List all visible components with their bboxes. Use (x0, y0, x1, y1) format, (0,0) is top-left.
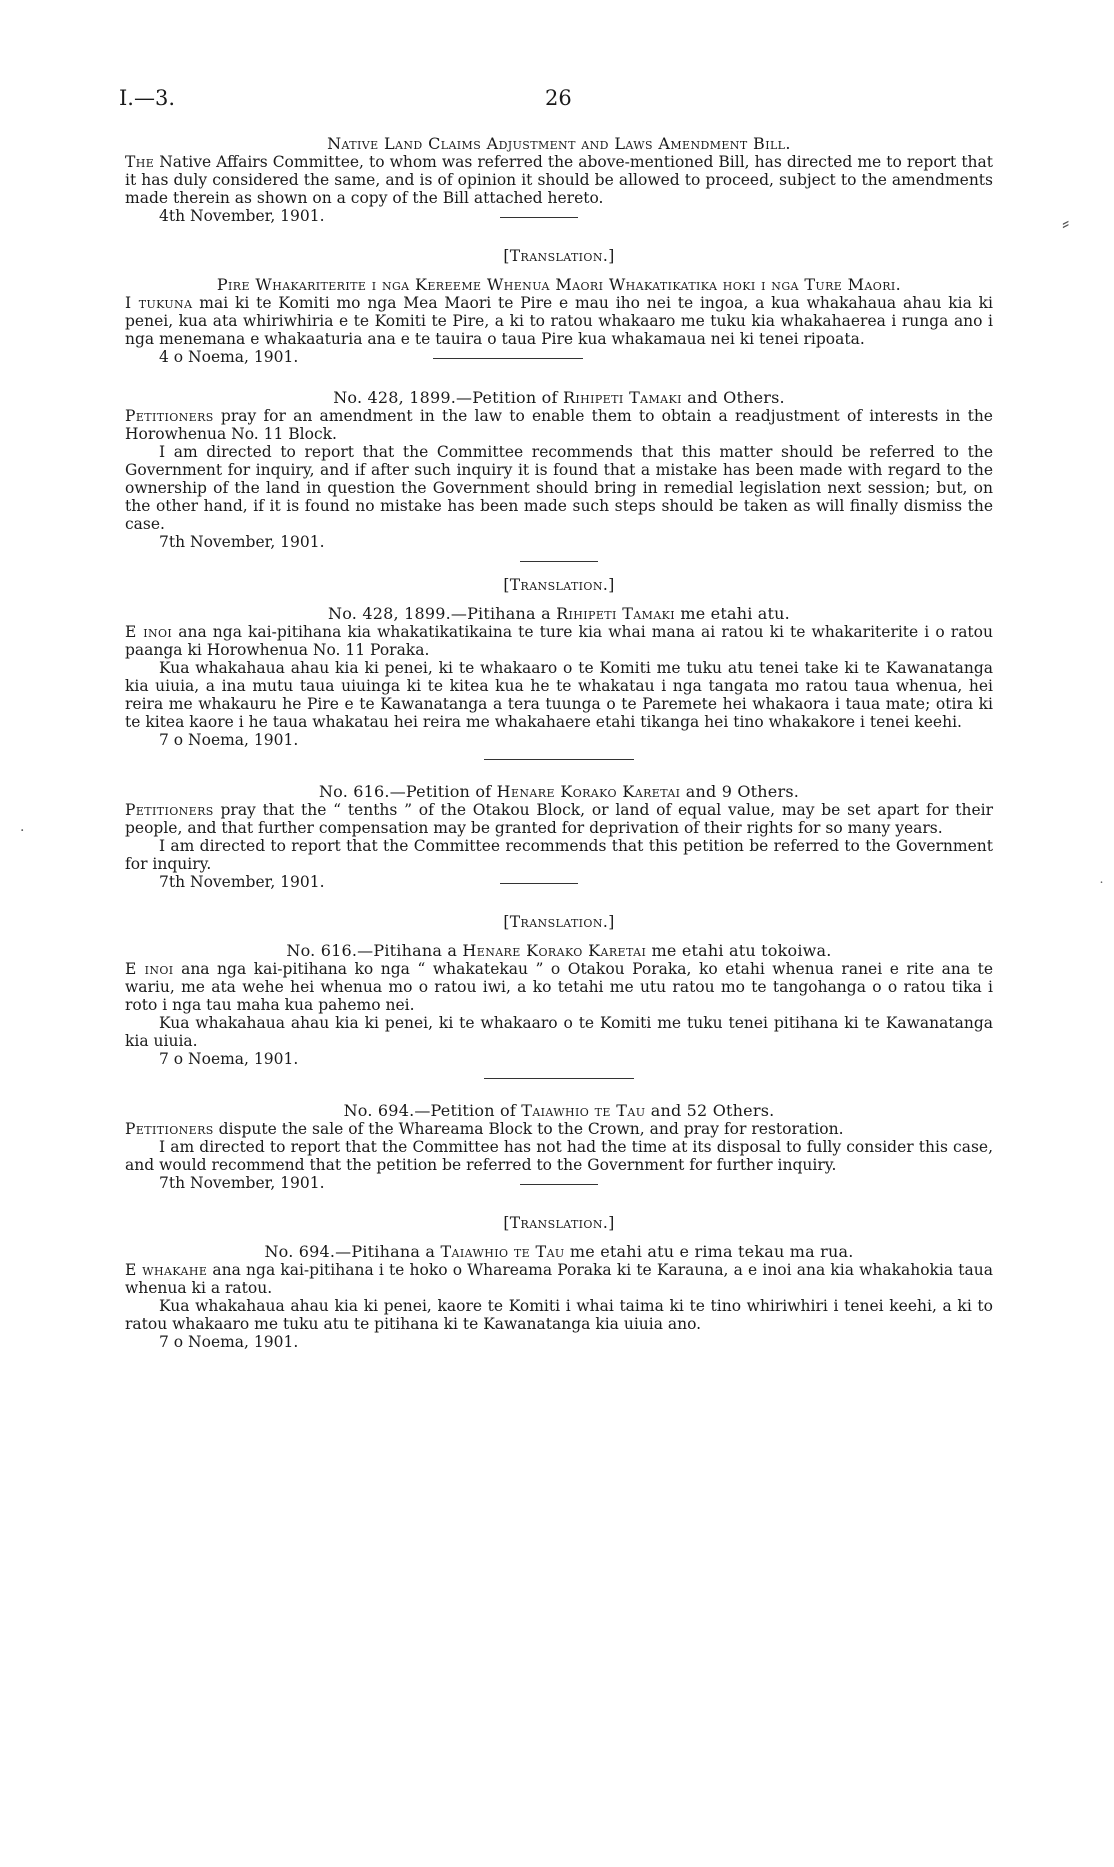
paper-reference: I.—3. (119, 86, 176, 110)
margin-mark-icon: ˙ (1098, 880, 1105, 896)
petition-title (125, 1242, 993, 1261)
date-text: 7 o Noema, 1901. (159, 731, 299, 749)
date-text: 7th November, 1901. (159, 533, 325, 551)
petition-prayer (125, 623, 993, 659)
title-suffix: me etahi atu. (680, 604, 790, 623)
title-prefix: No. 694.—Pitihana a (264, 1242, 436, 1261)
section-title: Pire Whakariterite i nga Kereeme Whenua Maori Whakatikatika hoki i nga Ture Maori. (216, 275, 902, 294)
petitioner-name: Taiawhio te Tau (521, 1101, 646, 1120)
lead-word: The (125, 153, 155, 171)
translation-label: [Translation.] (503, 247, 615, 265)
paragraph-text: pray for an amendment in the law to enable them to obtain a readjustment of interests in the Horowhenua No. 11 Block. (125, 407, 993, 443)
paragraph-text: pray that the “ tenths ” of the Otakou Block, or land of equal value, may be set apart for their people, and that further compensation may be granted for deprivation of their rights for so many years. (125, 801, 993, 837)
petition-title (125, 388, 993, 407)
date-text: 7th November, 1901. (159, 1174, 325, 1192)
section-paragraph (125, 153, 993, 207)
margin-mark-icon: ⸗ (1062, 211, 1070, 236)
lead-word: Petitioners (125, 407, 214, 425)
committee-report: I am directed to report that the Committee has not had the time at its disposal to fully consider this case, and would recommend that the petition be referred to the Government for further inquiry. (125, 1138, 993, 1174)
date-line (125, 348, 993, 366)
committee-report: Kua whakahaua ahau kia ki penei, ki te whakaaro o te Komiti me tuku atu tenei take ki te Kawanatanga kia uiuia, a ina mutu taua uiuinga ki te kitea kua he te whakatau i nga tangata mo ratou taua whenua, hei reira me whakauru he Pire e te Kawanatanga a tera tuunga o te Paremete hei whakaora i taua mate; otira ki te kitea kaore i he taua whakatau hei reira me whakahaere etahi tikanga hei tino whakakore i tenei keehi. (125, 659, 993, 731)
petitioner-name: Henare Korako Karetai (496, 782, 681, 801)
petitioner-name: Taiawhio te Tau (440, 1242, 565, 1261)
petition-prayer (125, 1261, 993, 1297)
petition-title (125, 604, 993, 623)
title-prefix: No. 428, 1899.—Petition of (333, 388, 558, 407)
title-prefix: No. 616.—Pitihana a (286, 941, 458, 960)
date-text: 7 o Noema, 1901. (159, 1333, 299, 1351)
lead-word: I tukuna (125, 294, 193, 312)
date-text: 7th November, 1901. (159, 873, 325, 891)
divider (433, 358, 583, 359)
title-suffix: and Others. (687, 388, 785, 407)
translation-label: [Translation.] (503, 576, 615, 594)
committee-report: I am directed to report that the Committee recommends that this petition be referred to the Government for inquiry. (125, 837, 993, 873)
title-prefix: No. 616.—Petition of (318, 782, 492, 801)
lead-word: Petitioners (125, 801, 214, 819)
lead-word: E inoi (125, 623, 173, 641)
title-prefix: No. 428, 1899.—Pitihana a (328, 604, 551, 623)
committee-report: I am directed to report that the Committee recommends that this matter should be referred to the Government for inquiry, and if after such inquiry it is found that a mistake has been made with regard to the ownership of the land in question the Government should bring in remedial legislation next session; but, on the other hand, if it is found no mistake has been made such steps should be taken as will finally dismiss the case. (125, 443, 993, 533)
section-paragraph (125, 294, 993, 348)
title-prefix: No. 694.—Petition of (343, 1101, 516, 1120)
date-line (125, 207, 993, 225)
margin-mark-icon: · (20, 823, 25, 839)
page-number: 26 (545, 86, 572, 110)
petition-prayer (125, 801, 993, 837)
title-suffix: me etahi atu tokoiwa. (651, 941, 832, 960)
translation-label: [Translation.] (503, 913, 615, 931)
petitioner-name: Rihipeti Tamaki (562, 388, 682, 407)
divider (500, 217, 578, 218)
committee-report: Kua whakahaua ahau kia ki penei, ki te whakaaro o te Komiti me tuku tenei pitihana ki te Kawanatanga kia uiuia. (125, 1014, 993, 1050)
petition-prayer (125, 960, 993, 1014)
lead-word: E whakahe (125, 1261, 208, 1279)
petition-title (125, 941, 993, 960)
date-line (125, 873, 993, 891)
paragraph-text: Native Affairs Committee, to whom was referred the above-mentioned Bill, has directed me to report that it has duly considered the same, and is of opinion it should be allowed to proceed, subject to the amendments made therein as shown on a copy of the Bill attached hereto. (125, 153, 994, 207)
document-body (125, 134, 993, 1351)
date-text: 7 o Noema, 1901. (159, 1050, 299, 1068)
title-suffix: me etahi atu e rima tekau ma rua. (569, 1242, 854, 1261)
petition-prayer (125, 1120, 993, 1138)
petitioner-name: Henare Korako Karetai (462, 941, 647, 960)
date-text: 4 o Noema, 1901. (159, 348, 299, 366)
petitioner-name: Rihipeti Tamaki (556, 604, 676, 623)
committee-report: Kua whakahaua ahau kia ki penei, kaore te Komiti i whai taima ki te tino whiriwhiri i tenei keehi, a ki to ratou whakaaro me tuku atu te pitihana ki te Kawanatanga kia uiuia ano. (125, 1297, 993, 1333)
title-suffix: and 52 Others. (650, 1101, 775, 1120)
paragraph-text: mai ki te Komiti mo nga Mea Maori te Pire e mau iho nei te ingoa, a kua whakahaua ahau kia ki penei, kua ata whiriwhiria e te Komiti te Pire, a ki to ratou whakaaro me tuku kia whakahaerea i runga ano i nga menemana e whakaaturia ana e te tauira o taua Pire kua whakamaua nei ki tenei ripoata. (125, 294, 994, 348)
petition-title (125, 1101, 993, 1120)
translation-label: [Translation.] (503, 1214, 615, 1232)
date-line (125, 1174, 993, 1192)
paragraph-text: ana nga kai-pitihana kia whakatikatikaina te ture kia whai mana ai ratou ki te whakariterite i o ratou paanga ki Horowhenua No. 11 Poraka. (125, 623, 993, 659)
divider (500, 883, 578, 884)
date-text: 4th November, 1901. (159, 207, 325, 225)
paragraph-text: dispute the sale of the Whareama Block to the Crown, and pray for restoration. (218, 1120, 844, 1138)
petition-title (125, 782, 993, 801)
petition-prayer (125, 407, 993, 443)
section-title: Native Land Claims Adjustment and Laws Amendment Bill. (327, 134, 791, 153)
paragraph-text: ana nga kai-pitihana i te hoko o Whareama Poraka ki te Karauna, a e inoi ana kia whakahokia taua whenua ki a ratou. (125, 1261, 993, 1297)
lead-word: Petitioners (125, 1120, 214, 1138)
lead-word: E inoi (125, 960, 174, 978)
divider (520, 1184, 598, 1185)
title-suffix: and 9 Others. (685, 782, 800, 801)
paragraph-text: ana nga kai-pitihana ko nga “ whakatekau ” o Otakou Poraka, ko etahi whenua ranei e rite ana te wariu, me ata wehe hei whenua mo o ratou iwi, a ko tetahi me utu ratou mo te tangohanga o o ratou tika i roto i nga tau maha kua pahemo nei. (125, 960, 994, 1014)
